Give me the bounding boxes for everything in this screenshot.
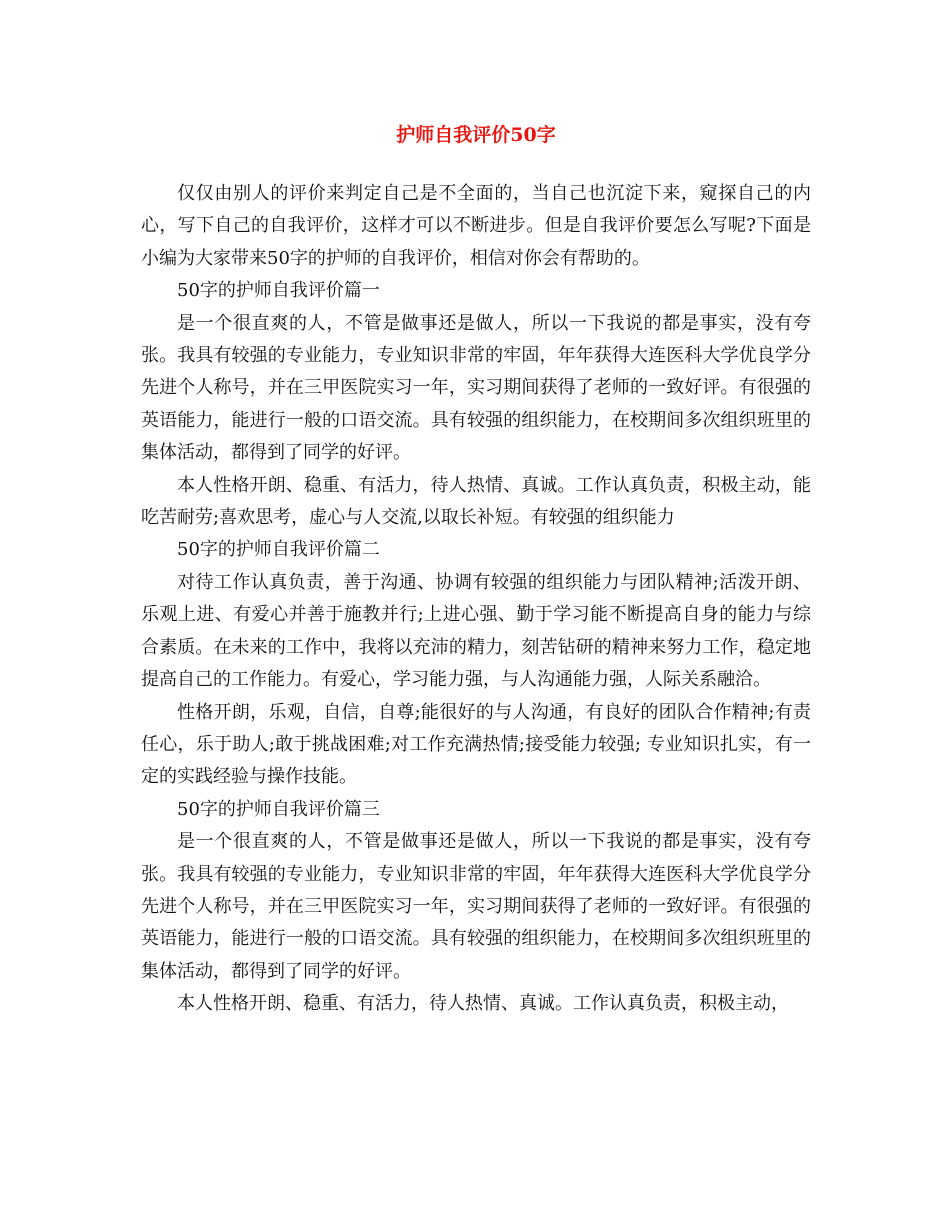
section-paragraph: 对待工作认真负责，善于沟通、协调有较强的组织能力与团队精神;活泼开朗、乐观上进、有爱心并善于施教并行;上进心强、勤于学习能不断提高自身的能力与综合素质。在未来的工作中，我将以充沛的精力，刻苦钻研的精神来努力工作，稳定地提高自己的工作能力。有爱心，学习能力强，与人沟通能力强，人际关系融洽。: [141, 571, 811, 691]
section-heading: 50字的护师自我评价篇一: [177, 280, 380, 302]
document-title: 护师自我评价50字: [396, 124, 556, 146]
section-1: [141, 275, 811, 534]
section-paragraph: 本人性格开朗、稳重、有活力，待人热情、真诚。工作认真负责，积极主动，能吃苦耐劳;喜欢思考，虚心与人交流,以取长补短。有较强的组织能力: [141, 474, 811, 529]
intro-paragraph: 仅仅由别人的评价来判定自己是不全面的，当自己也沉淀下来，窥探自己的内心，写下自己的自我评价，这样才可以不断进步。但是自我评价要怎么写呢?下面是小编为大家带来50字的护师的自我评价，相信对你会有帮助的。: [141, 183, 811, 269]
section-paragraph: 是一个很直爽的人，不管是做事还是做人，所以一下我说的都是事实，没有夸张。我具有较强的专业能力，专业知识非常的牢固，年年获得大连医科大学优良学分先进个人称号，并在三甲医院实习一年，实习期间获得了老师的一致好评。有很强的英语能力，能进行一般的口语交流。具有较强的组织能力，在校期间多次组织班里的集体活动，都得到了同学的好评。: [141, 312, 811, 464]
section-paragraph: 性格开朗，乐观，自信，自尊;能很好的与人沟通，有良好的团队合作精神;有责任心，乐于助人;敢于挑战困难;对工作充满热情;接受能力较强; 专业知识扎实，有一定的实践经验与操作技能。: [141, 701, 811, 788]
document-page: [141, 120, 811, 1021]
section-2: [141, 534, 811, 793]
section-heading: 50字的护师自我评价篇二: [177, 539, 380, 561]
section-paragraph: 是一个很直爽的人，不管是做事还是做人，所以一下我说的都是事实，没有夸张。我具有较强的专业能力，专业知识非常的牢固，年年获得大连医科大学优良学分先进个人称号，并在三甲医院实习一年，实习期间获得了老师的一致好评。有很强的英语能力，能进行一般的口语交流。具有较强的组织能力，在校期间多次组织班里的集体活动，都得到了同学的好评。: [141, 831, 811, 982]
section-3: [141, 794, 811, 1021]
section-paragraph: 本人性格开朗、稳重、有活力，待人热情、真诚。工作认真负责，积极主动，: [177, 993, 789, 1015]
section-heading: 50字的护师自我评价篇三: [177, 798, 380, 820]
